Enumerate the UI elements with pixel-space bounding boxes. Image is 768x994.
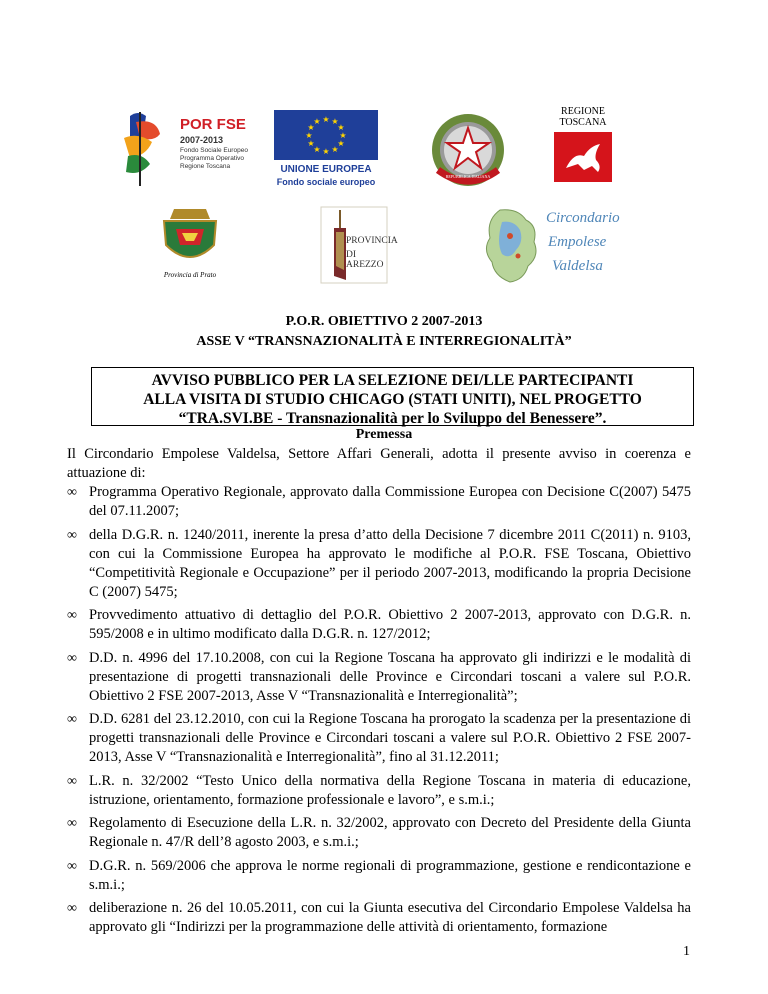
provincia-prato-logo <box>156 205 224 283</box>
toscana-line2: TOSCANA <box>559 117 607 128</box>
prato-crest-icon <box>156 205 224 271</box>
svg-text:★: ★ <box>331 145 339 154</box>
por-fse-title: POR FSE <box>180 116 246 133</box>
list-item <box>67 814 691 852</box>
eu-logo <box>272 110 380 192</box>
infinity-bullet-icon: ∞ <box>67 485 77 500</box>
svg-text:★: ★ <box>322 115 330 124</box>
list-item <box>67 606 691 644</box>
svg-text:★: ★ <box>313 117 321 126</box>
list-item-text: D.G.R. n. 569/2006 che approva le norme regionali di programmazione, gestione e rendicontazione e s.m.i.; <box>89 857 691 893</box>
title-line1: AVVISO PUBBLICO PER LA SELEZIONE DEI/LLE PARTECIPANTI <box>151 372 634 389</box>
svg-text:★: ★ <box>337 139 345 148</box>
por-fse-line3: Regione Toscana <box>180 163 231 170</box>
premessa-heading: Premessa <box>355 427 413 442</box>
eu-line2: Fondo sociale europeo <box>276 177 376 187</box>
infinity-bullet-icon: ∞ <box>67 650 77 666</box>
title-line2: ALLA VISITA DI STUDIO CHICAGO (STATI UNITI), NEL PROGETTO <box>143 391 642 408</box>
svg-text:★: ★ <box>331 117 339 126</box>
circondario-line3: Valdelsa <box>552 258 603 274</box>
list-item <box>67 899 691 937</box>
por-fse-line1: Fondo Sociale Europeo <box>180 147 248 154</box>
svg-text:★: ★ <box>337 123 345 132</box>
por-fse-logo <box>116 108 256 188</box>
svg-text:★: ★ <box>313 145 321 154</box>
circondario-empolese-logo <box>480 206 630 286</box>
por-fse-line2: Programma Operativo <box>180 155 244 162</box>
circondario-line1: Circondario <box>546 210 620 226</box>
por-fse-years: 2007-2013 <box>180 135 224 145</box>
title-line3: “TRA.SVI.BE - Transnazionalità per lo Sviluppo del Benessere”. <box>178 410 607 427</box>
list-item-text: Programma Operativo Regionale, approvato dalla Commissione Europea con Decisione C(2007) 5475 del 07.11.2007; <box>89 484 691 519</box>
infinity-bullet-icon: ∞ <box>67 527 77 543</box>
list-item-text: D.D. n. 4996 del 17.10.2008, con cui la Regione Toscana ha approvato gli indirizzi e le modalità di presentazione di progetti transnazionali delle Province e Circondari toscani a valere sul P.O.R. Obiettivo 2 FSE 2007-2013, Asse V “Transnazionalità e Interregionalità”; <box>89 649 691 704</box>
list-item-text: L.R. n. 32/2002 “Testo Unico della normativa della Regione Toscana in materia di educazione, istruzione, orientamento, formazione professionale e lavoro”, e s.m.i.; <box>89 772 691 808</box>
regione-toscana-logo <box>552 106 614 184</box>
eu-flag <box>274 110 382 162</box>
repubblica-text: REPUBBLICA ITALIANA <box>445 174 491 179</box>
header-line2: ASSE V “TRANSNAZIONALITÀ E INTERREGIONALITÀ” <box>196 334 572 349</box>
infinity-bullet-icon: ∞ <box>67 901 77 916</box>
infinity-bullet-icon: ∞ <box>67 816 77 831</box>
svg-text:★: ★ <box>307 123 315 132</box>
list-item-text: Provvedimento attuativo di dettaglio del P.O.R. Obiettivo 2 2007-2013, approvato con D.G.R. n. 595/2008 e in ultimo modificato dalla D.G.R. n. 127/2012; <box>89 607 691 642</box>
svg-text:★: ★ <box>339 131 347 140</box>
title-box <box>91 367 694 426</box>
list-item <box>67 857 691 895</box>
intro-paragraph: Il Circondario Empolese Valdelsa, Settore Affari Generali, adotta il presente avviso in coerenza e attuazione di: <box>67 446 691 481</box>
repubblica-italiana-emblem <box>428 110 508 190</box>
infinity-bullet-icon: ∞ <box>67 608 77 623</box>
svg-text:★: ★ <box>307 139 315 148</box>
prato-caption: Provincia di Prato <box>163 271 217 279</box>
page-number: 1 <box>683 944 690 959</box>
svg-text:★: ★ <box>322 147 330 156</box>
list-item <box>67 710 691 767</box>
header-line1: P.O.R. OBIETTIVO 2 2007-2013 <box>285 314 483 329</box>
provincia-arezzo-logo <box>320 206 398 284</box>
pegasus-icon <box>554 132 612 182</box>
list-item <box>67 649 691 706</box>
list-item <box>67 526 691 602</box>
eu-line1: UNIONE EUROPEA <box>280 164 372 175</box>
list-item-text: D.D. 6281 del 23.12.2010, con cui la Regione Toscana ha prorogato la scadenza per la presentazione di progetti transnazionali delle Province e Circondari toscani a valere sul P.O.R. Obiettivo 2 FSE 2007-2013, Asse V “Transnazionalità e Interregionalità”, fino al 31.12.2011; <box>89 711 691 765</box>
list-item-text: deliberazione n. 26 del 10.05.2011, con cui la Giunta esecutiva del Circondario Empolese Valdelsa ha approvato gli “Indirizzi per la programmazione delle attività di orientamento, formazione <box>89 900 691 935</box>
svg-text:★: ★ <box>305 131 313 140</box>
list-item <box>67 772 691 810</box>
arezzo-line1: PROVINCIA <box>346 236 398 246</box>
list-item <box>67 483 691 521</box>
list-item-text: Regolamento di Esecuzione della L.R. n. 32/2002, approvato con Decreto del Presidente della Giunta Regionale n. 47/R dell’8 agosto 2003, e s.m.i.; <box>89 815 691 850</box>
reference-list <box>67 483 691 942</box>
infinity-bullet-icon: ∞ <box>67 712 77 727</box>
infinity-bullet-icon: ∞ <box>67 773 77 789</box>
circondario-map-icon <box>480 206 544 286</box>
circondario-line2: Empolese <box>548 234 607 250</box>
toscana-line1: REGIONE <box>561 106 605 117</box>
arezzo-line2: DI AREZZO <box>346 250 384 270</box>
infinity-bullet-icon: ∞ <box>67 858 77 874</box>
list-item-text: della D.G.R. n. 1240/2011, inerente la presa d’atto della Decisione 7 dicembre 2011 C(2011) n. 9103, con cui la Commissione Europea ha approvato le modifiche al P.O.R. FSE Toscana, Obiettivo “Competitività Regionale e Occupazione” per il periodo 2007-2013, modificando la propria Decisione C (2007) 5475; <box>89 526 691 600</box>
